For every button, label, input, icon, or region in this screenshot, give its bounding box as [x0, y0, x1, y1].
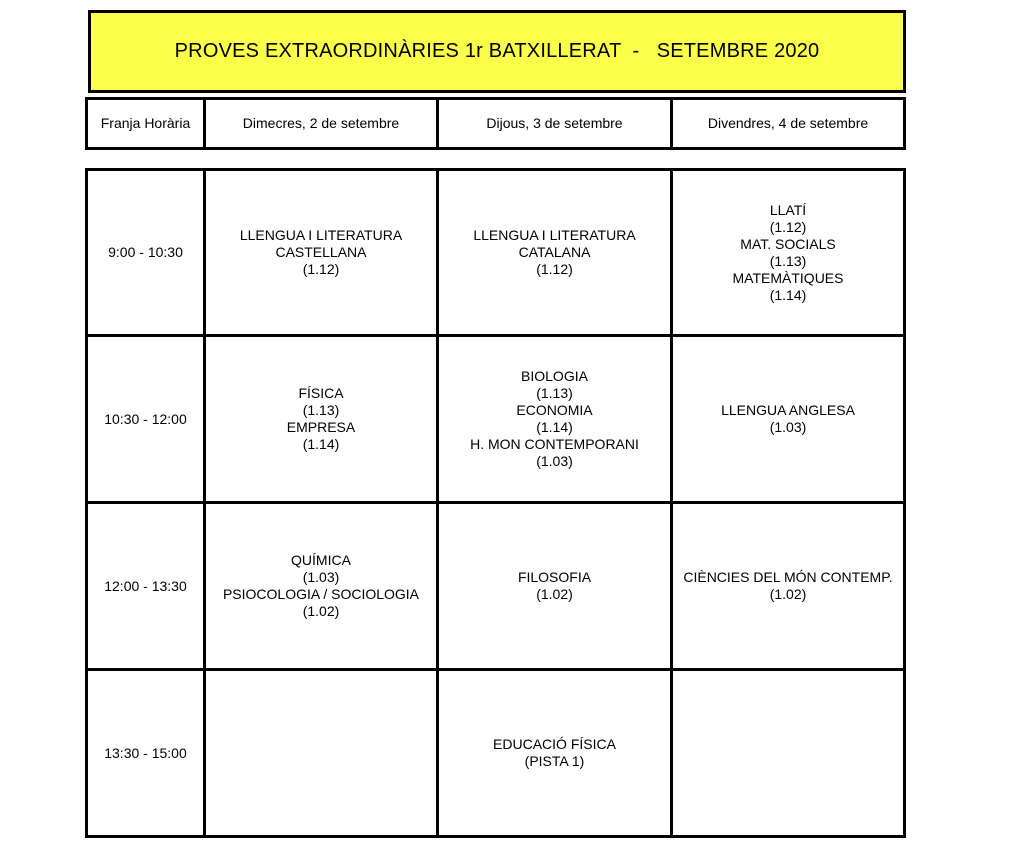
schedule-cell: EDUCACIÓ FÍSICA (PISTA 1)	[439, 671, 670, 835]
time-slot: 12:00 - 13:30	[88, 504, 203, 668]
title-banner	[88, 10, 906, 93]
schedule-cell: BIOLOGIA (1.13) ECONOMIA (1.14) H. MON CONTEMPORANI (1.03)	[439, 337, 670, 501]
schedule-cell	[673, 671, 903, 835]
schedule-cell: LLENGUA ANGLESA (1.03)	[673, 337, 903, 501]
header-cell-dijous: Dijous, 3 de setembre	[439, 100, 670, 147]
schedule-cell: LLATÍ (1.12) MAT. SOCIALS (1.13) MATEMÀTIQUES (1.14)	[673, 171, 903, 334]
schedule-cell: FILOSOFIA (1.02)	[439, 504, 670, 668]
time-slot: 9:00 - 10:30	[88, 171, 203, 334]
time-slot: 10:30 - 12:00	[88, 337, 203, 501]
schedule-table	[85, 168, 906, 838]
document-title: PROVES EXTRAORDINÀRIES 1r BATXILLERAT - SETEMBRE 2020	[174, 40, 820, 62]
header-cell-franja-horaria: Franja Horària	[88, 100, 203, 147]
schedule-cell: LLENGUA I LITERATURA CATALANA (1.12)	[439, 171, 670, 334]
schedule-cell: FÍSICA (1.13) EMPRESA (1.14)	[206, 337, 436, 501]
header-cell-divendres: Divendres, 4 de setembre	[673, 100, 903, 147]
day-header-row	[85, 97, 906, 150]
schedule-cell	[206, 671, 436, 835]
schedule-cell: LLENGUA I LITERATURA CASTELLANA (1.12)	[206, 171, 436, 334]
time-slot: 13:30 - 15:00	[88, 671, 203, 835]
schedule-cell: CIÈNCIES DEL MÓN CONTEMP. (1.02)	[673, 504, 903, 668]
header-cell-dimecres: Dimecres, 2 de setembre	[206, 100, 436, 147]
schedule-cell: QUÍMICA (1.03) PSIOCOLOGIA / SOCIOLOGIA (1.02)	[206, 504, 436, 668]
